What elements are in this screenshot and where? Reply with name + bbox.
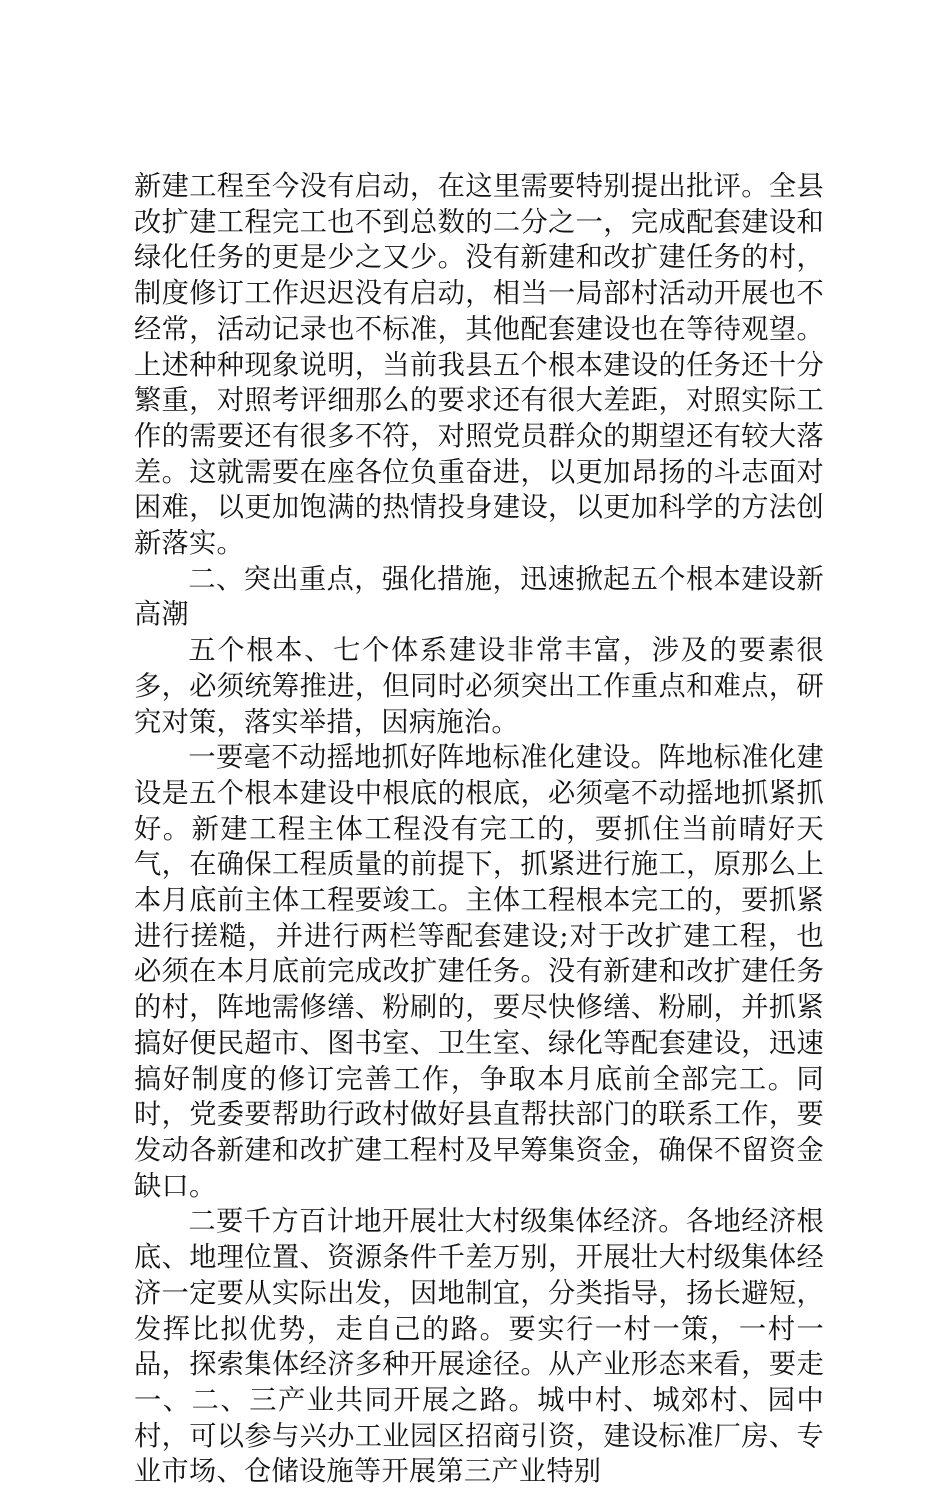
paragraph-4: 一要毫不动摇地抓好阵地标准化建设。阵地标准化建设是五个根本建设中根底的根底，必须毫不动摇地抓紧抓好。新建工程主体工程没有完工的，要抓住当前晴好天气，在确保工程质量的前提下，抓紧进行施工，原那么上本月底前主体工程要竣工。主体工程根本完工的，要抓紧进行搓糙，并进行两栏等配套建设;对于改扩建工程，也必须在本月底前完成改扩建任务。没有新建和改扩建任务的村，阵地需修缮、粉刷的，要尽快修缮、粉刷，并抓紧搞好便民超市、图书室、卫生室、绿化等配套建设，迅速搞好制度的修订完善工作，争取本月底前全部完工。同时，党委要帮助行政村做好县直帮扶部门的联系工作，要发动各新建和改扩建工程村及早筹集资金，确保不留资金缺口。 — [134, 742, 824, 1202]
section-heading: 二、突出重点，强化措施，迅速掀起五个根本建设新高潮 — [134, 563, 824, 631]
paragraph-5: 二要千方百计地开展壮大村级集体经济。各地经济根底、地理位置、资源条件千差万别，开展壮大村级集体经济一定要从实际出发，因地制宜，分类指导，扬长避短，发挥比拟优势，走自己的路。要实行一村一策，一村一品，探索集体经济多种开展途径。从产业形态来看，要走一、二、三产业共同开展之路。城中村、城郊村、园中村，可以参与兴办工业园区招商引资，建设标准厂房、专业市场、仓储设施等开展第三产业特别 — [134, 1206, 824, 1488]
paragraph-3: 五个根本、七个体系建设非常丰富，涉及的要素很多，必须统筹推进，但同时必须突出工作重点和难点，研究对策，落实举措，因病施治。 — [134, 635, 824, 738]
document-body — [134, 169, 824, 1490]
paragraph-1: 新建工程至今没有启动，在这里需要特别提出批评。全县改扩建工程完工也不到总数的二分之一，完成配套建设和绿化任务的更是少之又少。没有新建和改扩建任务的村，制度修订工作迟迟没有启动，相当一局部村活动开展也不经常，活动记录也不标准，其他配套建设也在等待观望。上述种种现象说明，当前我县五个根本建设的任务还十分繁重，对照考评细那么的要求还有很大差距，对照实际工作的需要还有很多不符，对照党员群众的期望还有较大落差。这就需要在座各位负重奋进，以更加昂扬的斗志面对困难，以更加饱满的热情投身建设，以更加科学的方法创新落实。 — [134, 171, 824, 560]
